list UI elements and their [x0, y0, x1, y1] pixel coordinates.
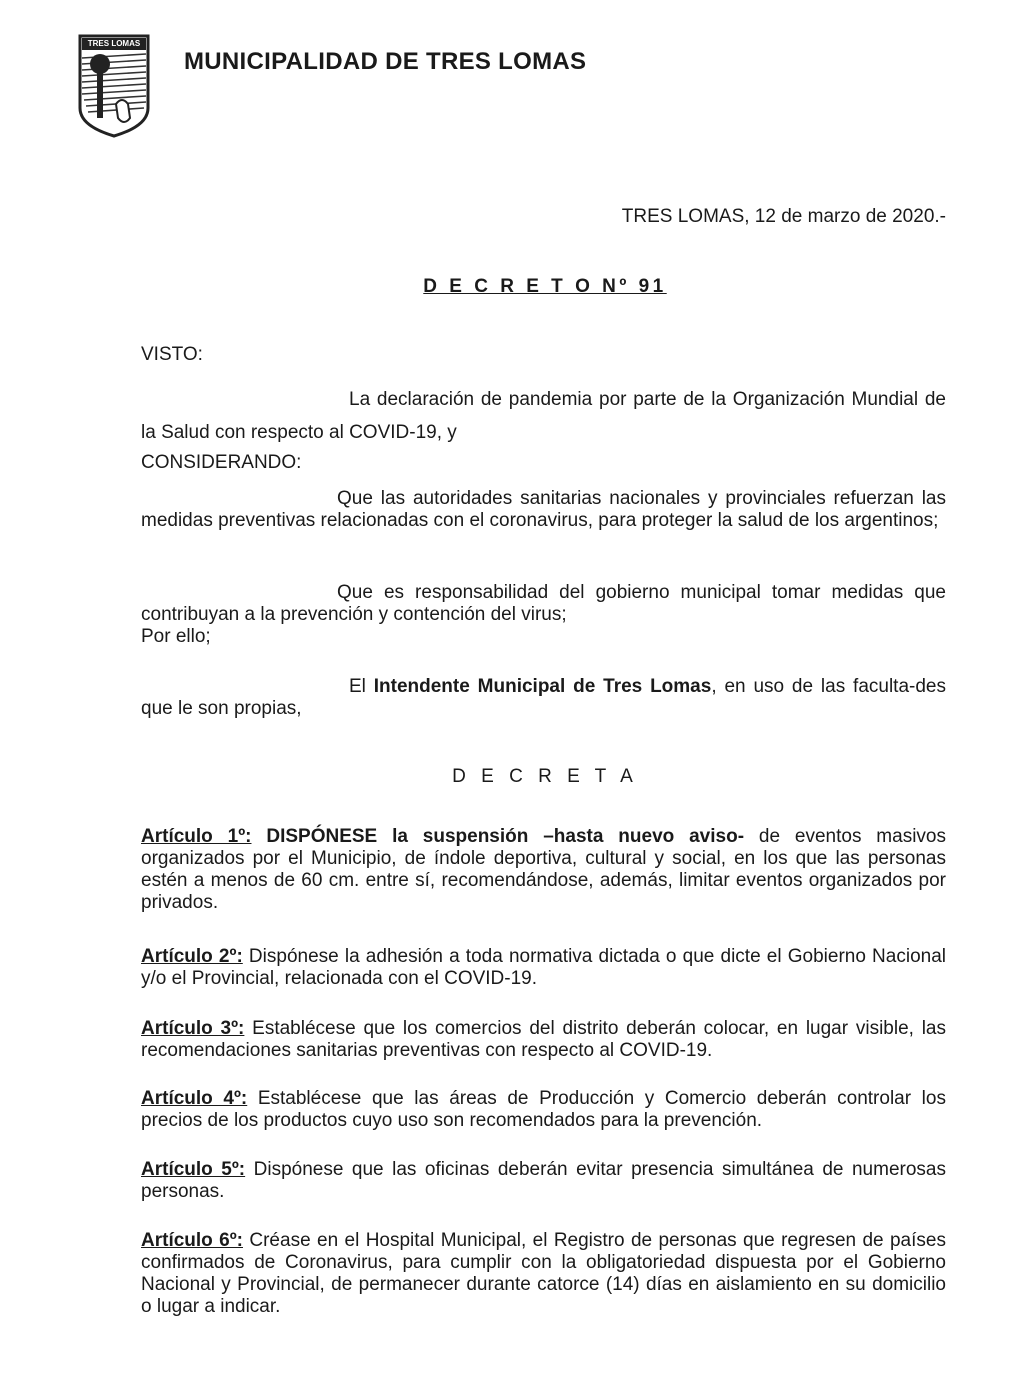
- visto-text: La declaración de pandemia por parte de la Organización Mundial de la Salud con respecto al COVID-19, y: [141, 389, 946, 443]
- intendente-pre: El: [349, 676, 374, 697]
- decreta-heading: D E C R E T A: [452, 766, 638, 787]
- considerando-paragraph-2: Que es responsabilidad del gobierno municipal tomar medidas que contribuyan a la prevención y contención del virus;: [141, 582, 946, 625]
- article-3: [141, 1018, 946, 1062]
- article-4: [141, 1088, 946, 1132]
- article-text: Dispónese la adhesión a toda normativa dictada o que dicte el Gobierno Nacional y/o el Provincial, relacionada con el COVID-19.: [141, 946, 946, 989]
- considerando-paragraph-1: Que las autoridades sanitarias nacionales y provinciales refuerzan las medidas preventivas relacionadas con el coronavirus, para proteger la salud de los argentinos;: [141, 488, 946, 531]
- article-2: [141, 946, 946, 990]
- intendente-post: , en uso de las faculta-des que le son propias,: [141, 676, 946, 719]
- article-6: [141, 1230, 946, 1318]
- article-label: Artículo 6º:: [141, 1230, 243, 1251]
- por-ello-text: Por ello;: [141, 626, 211, 647]
- article-text: Establécese que las áreas de Producción y Comercio deberán controlar los precios de los productos cuyo uso son recomendados para la prevención.: [141, 1088, 946, 1131]
- article-text: de eventos masivos organizados por el Municipio, de índole deportiva, cultural y social, en los que las personas estén a menos de 60 cm. entre sí, recomendándose, además, limitar eventos organizados por privados.: [141, 826, 946, 913]
- article-1: [141, 826, 946, 914]
- article-label: Artículo 4º:: [141, 1088, 248, 1109]
- article-5: [141, 1159, 946, 1203]
- article-text: Establécese que los comercios del distrito deberán colocar, en lugar visible, las recomendaciones sanitarias preventivas con respecto al COVID-19.: [141, 1018, 946, 1061]
- article-bold-text: DISPÓNESE la suspensión –hasta nuevo aviso-: [251, 826, 745, 847]
- organization-title: MUNICIPALIDAD DE TRES LOMAS: [184, 48, 587, 75]
- date-line: TRES LOMAS, 12 de marzo de 2020.-: [621, 206, 946, 227]
- article-text: Dispónese que las oficinas deberán evitar presencia simultánea de numerosas personas.: [141, 1159, 946, 1202]
- article-label: Artículo 5º:: [141, 1159, 246, 1180]
- decree-number: D E C R E T O Nº 91: [423, 276, 667, 297]
- article-label: Artículo 2º:: [141, 946, 243, 967]
- visto-label: VISTO:: [141, 344, 203, 365]
- intendente-title: Intendente Municipal de Tres Lomas: [373, 676, 712, 697]
- crest-text: TRES LOMAS: [87, 39, 141, 48]
- article-label: Artículo 1º:: [141, 826, 252, 847]
- article-text: Créase en el Hospital Municipal, el Registro de personas que regresen de países confirmados de Coronavirus, para cumplir con la obligatoriedad dispuesta por el Gobierno Nacional y Provincial, de permanecer durante catorce (14) días en aislamiento en su domicilio o lugar a indicar.: [141, 1230, 946, 1317]
- considerando-label: CONSIDERANDO:: [141, 452, 302, 473]
- intendente-paragraph: [141, 676, 946, 720]
- article-label: Artículo 3º:: [141, 1018, 245, 1039]
- municipal-crest-logo: [78, 34, 150, 138]
